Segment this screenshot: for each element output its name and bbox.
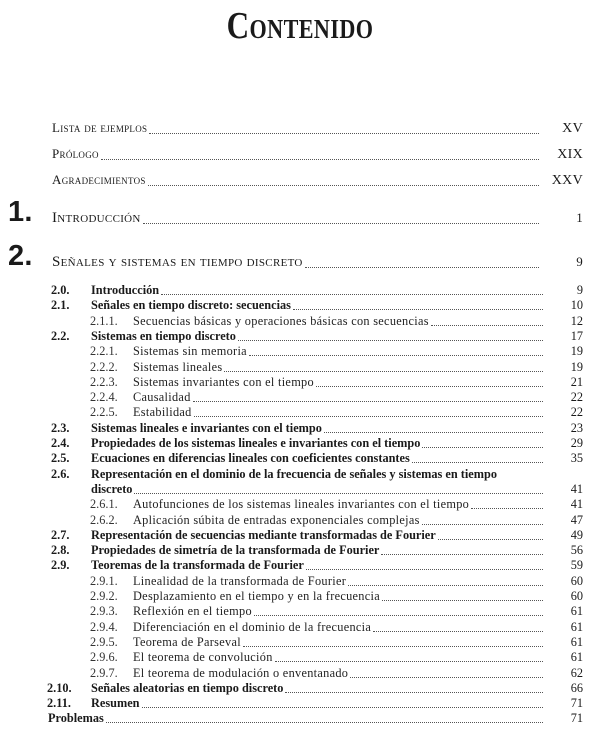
section-number: 2.3. [51, 420, 70, 435]
dot-leader [142, 706, 543, 708]
section-number: 2.1. [51, 298, 70, 313]
section-title: Sistemas lineales [133, 359, 223, 374]
section-title: Sistemas invariantes con el tiempo [133, 374, 314, 389]
dot-leader [148, 184, 539, 186]
entry-page: 56 [570, 543, 583, 558]
entry-page: XV [562, 121, 583, 136]
toc-entry-section[interactable] [0, 467, 600, 482]
dot-leader [275, 660, 543, 662]
dot-leader [422, 523, 543, 525]
toc-entry-subsection[interactable] [0, 574, 600, 589]
section-title: Sistemas lineales e invariantes con el tiempo [91, 420, 322, 435]
section-number: 2.9.5. [90, 634, 118, 649]
entry-page: 17 [570, 328, 583, 343]
toc-entry-section[interactable] [0, 451, 600, 466]
entry-page: 71 [570, 711, 583, 726]
dot-leader [143, 222, 539, 224]
section-title: discreto [91, 481, 133, 496]
section-number: 2.5. [51, 451, 70, 466]
entry-page: 59 [570, 558, 583, 573]
dot-leader [238, 339, 543, 341]
dot-leader [431, 324, 543, 326]
section-title: El teorema de convolución [133, 650, 273, 665]
section-title: Sistemas sin memoria [133, 344, 247, 359]
section-number: 2.9. [51, 558, 70, 573]
toc-entry-section[interactable] [0, 421, 600, 436]
toc-entry-subsection[interactable] [0, 360, 600, 375]
section-title: Problemas [48, 711, 104, 726]
entry-page: 19 [570, 359, 583, 374]
toc-entry-front-matter[interactable] [0, 172, 600, 189]
entry-page: XIX [557, 147, 583, 162]
section-title: El teorema de modulación o enventanado [133, 665, 349, 680]
entry-page: 29 [570, 436, 583, 450]
section-number: 2.6.1. [90, 497, 118, 512]
section-number: 2.1.1. [90, 313, 118, 328]
entry-page: 1 [576, 210, 583, 225]
chapter-title: Introducción [52, 210, 141, 226]
dot-leader [249, 354, 543, 356]
dot-leader [316, 385, 543, 387]
dot-leader [293, 308, 543, 310]
toc-entry-subsection[interactable] [0, 497, 600, 512]
entry-page: 47 [570, 512, 583, 527]
section-title: Teoremas de la transformada de Fourier [91, 558, 304, 573]
section-title: Linealidad de la transformada de Fourier [133, 573, 347, 588]
toc-entry-section[interactable] [0, 298, 600, 313]
dot-leader [382, 599, 543, 601]
toc-entry-section[interactable] [0, 329, 600, 344]
entry-page: 10 [570, 298, 583, 313]
section-title: Representación en el dominio de la frecuencia de señales y sistemas en tiempo [91, 466, 497, 481]
toc-entry-subsection[interactable] [0, 375, 600, 390]
toc-entry-chapter[interactable] [0, 240, 600, 272]
toc-entry-subsection[interactable] [0, 513, 600, 528]
section-title: Propiedades de simetría de la transformada de Fourier [91, 543, 380, 558]
entry-page: 22 [570, 405, 583, 420]
toc-entry-subsection[interactable] [0, 589, 600, 604]
toc-entry-subsection[interactable] [0, 405, 600, 420]
section-title: Estabilidad [133, 405, 192, 420]
dot-leader [306, 568, 543, 570]
dot-leader [101, 158, 539, 160]
toc-entry-chapter[interactable] [0, 196, 600, 228]
section-number: 2.8. [51, 543, 70, 558]
toc-entry-section[interactable] [0, 558, 600, 573]
toc-entry-section[interactable] [0, 482, 600, 497]
entry-page: 19 [570, 344, 583, 359]
dot-leader [134, 492, 543, 494]
section-number: 2.4. [51, 436, 70, 450]
dot-leader [324, 431, 543, 433]
section-number: 2.0. [51, 283, 70, 297]
section-number: 2.2.3. [90, 374, 118, 389]
section-title: Reflexión en el tiempo [133, 604, 252, 619]
dot-leader [194, 415, 543, 417]
section-title: Secuencias básicas y operaciones básicas con secuencias [133, 313, 429, 328]
section-title: Introducción [91, 283, 160, 297]
section-title: Sistemas en tiempo discreto [91, 328, 236, 343]
section-number: 2.11. [47, 696, 71, 711]
chapter-number: 1. [8, 196, 33, 228]
toc-entry-subsection[interactable] [0, 666, 600, 681]
entry-page: XXV [551, 173, 583, 188]
dot-leader [438, 538, 543, 540]
dot-leader [350, 676, 543, 678]
toc-entry-front-matter[interactable] [0, 146, 600, 163]
dot-leader [254, 614, 543, 616]
dot-leader [106, 721, 543, 723]
section-number: 2.2.5. [90, 405, 118, 420]
entry-title: Lista de ejemplos [52, 120, 148, 135]
entry-page: 22 [570, 390, 583, 405]
toc-entry-subsection[interactable] [0, 635, 600, 650]
section-number: 2.6.2. [90, 512, 118, 527]
toc-entry-section[interactable] [0, 711, 600, 726]
section-number: 2.2. [51, 328, 70, 343]
toc-entry-section[interactable] [0, 543, 600, 558]
section-number: 2.10. [47, 680, 72, 695]
entry-page: 35 [570, 451, 583, 466]
dot-leader [285, 691, 543, 693]
section-title: Desplazamiento en el tiempo y en la frecuencia [133, 589, 380, 603]
dot-leader [471, 507, 543, 509]
entry-page: 66 [570, 680, 583, 695]
dot-leader [373, 630, 543, 632]
section-number: 2.9.6. [90, 650, 118, 665]
section-number: 2.9.3. [90, 604, 118, 619]
section-number: 2.2.2. [90, 359, 118, 374]
entry-page: 61 [570, 634, 583, 649]
section-number: 2.9.2. [90, 589, 118, 603]
dot-leader [348, 584, 543, 586]
entry-page: 62 [570, 665, 583, 680]
section-title: Teorema de Parseval [133, 634, 241, 649]
section-number: 2.9.7. [90, 665, 118, 680]
toc-entry-subsection[interactable] [0, 620, 600, 635]
toc-entry-section[interactable] [0, 528, 600, 543]
dot-leader [381, 553, 543, 555]
section-number: 2.7. [51, 527, 70, 542]
section-number: 2.9.4. [90, 619, 118, 634]
toc-entry-section[interactable] [0, 283, 600, 298]
entry-page: 41 [570, 481, 583, 496]
entry-page: 41 [570, 497, 583, 512]
section-title: Propiedades de los sistemas lineales e invariantes con el tiempo [91, 436, 421, 450]
section-title: Ecuaciones en diferencias lineales con coeficientes constantes [91, 451, 410, 466]
dot-leader [412, 461, 543, 463]
section-title: Señales aleatorias en tiempo discreto [91, 680, 284, 695]
section-number: 2.9.1. [90, 573, 118, 588]
toc-entry-front-matter[interactable] [0, 120, 600, 137]
entry-title: Prólogo [52, 146, 99, 161]
entry-page: 61 [570, 650, 583, 665]
entry-title: Agradecimientos [52, 172, 146, 187]
section-title: Resumen [91, 696, 140, 711]
section-title: Causalidad [133, 390, 191, 405]
toc-entry-section[interactable] [0, 436, 600, 451]
section-number: 2.2.1. [90, 344, 118, 359]
dot-leader [193, 400, 543, 402]
entry-page: 12 [570, 313, 583, 328]
entry-page: 23 [570, 420, 583, 435]
dot-leader [243, 645, 543, 647]
entry-page: 9 [576, 254, 583, 269]
section-title: Señales en tiempo discreto: secuencias [91, 298, 291, 313]
toc-entry-subsection[interactable] [0, 344, 600, 359]
toc-entry-subsection[interactable] [0, 390, 600, 405]
chapter-title: Señales y sistemas en tiempo discreto [52, 254, 303, 270]
toc-entry-subsection[interactable] [0, 314, 600, 329]
toc-entry-subsection[interactable] [0, 650, 600, 665]
entry-page: 60 [570, 573, 583, 588]
dot-leader [161, 293, 543, 295]
entry-page: 49 [570, 527, 583, 542]
page-title: Contenido [226, 5, 374, 47]
section-title: Autofunciones de los sistemas lineales invariantes con el tiempo [133, 497, 470, 512]
section-title: Aplicación súbita de entradas exponenciales complejas [133, 512, 420, 527]
toc-entry-section[interactable] [0, 696, 600, 711]
entry-page: 60 [570, 589, 583, 603]
dot-leader [422, 446, 543, 448]
dot-leader [224, 370, 543, 372]
section-title: Diferenciación en el dominio de la frecuencia [133, 619, 372, 634]
section-number: 2.6. [51, 466, 70, 481]
entry-page: 21 [570, 374, 583, 389]
section-number: 2.2.4. [90, 390, 118, 405]
dot-leader [305, 266, 539, 268]
section-title: Representación de secuencias mediante transformadas de Fourier [91, 527, 436, 542]
chapter-number: 2. [8, 240, 33, 272]
toc-entry-section[interactable] [0, 681, 600, 696]
toc-entry-subsection[interactable] [0, 604, 600, 619]
entry-page: 71 [570, 696, 583, 711]
entry-page: 61 [570, 604, 583, 619]
entry-page: 9 [576, 283, 583, 297]
dot-leader [149, 132, 539, 134]
entry-page: 61 [570, 619, 583, 634]
